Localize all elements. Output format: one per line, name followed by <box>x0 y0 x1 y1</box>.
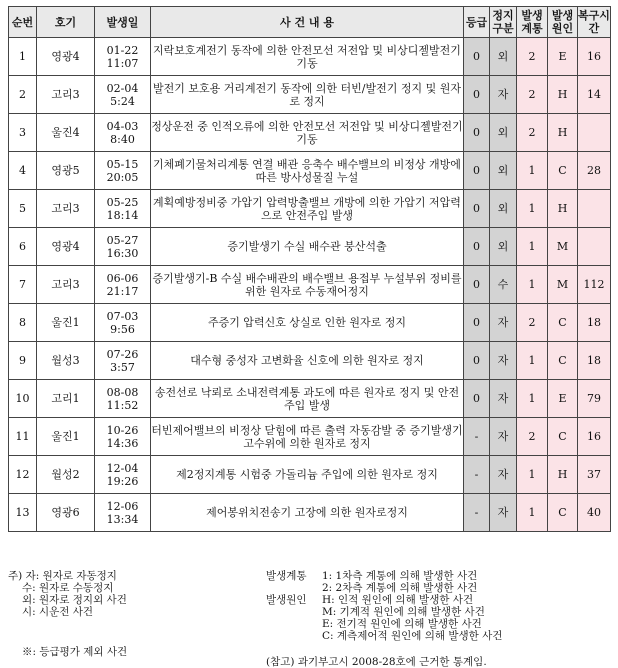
cell-grade: 0 <box>464 380 490 418</box>
cell-stop: 자 <box>490 418 517 456</box>
event-date: 07-03 <box>106 309 139 323</box>
cell-date <box>95 76 151 114</box>
cell-cause: M <box>548 228 578 266</box>
cell-grade: 0 <box>464 76 490 114</box>
cell-system: 2 <box>517 38 548 76</box>
cell-recovery <box>578 228 611 266</box>
event-date: 07-26 <box>106 347 139 361</box>
cell-system: 2 <box>517 418 548 456</box>
event-date: 05-27 <box>106 233 139 247</box>
table-row <box>9 38 611 76</box>
system-legend-label: 발생계통 <box>266 570 307 582</box>
cell-system: 1 <box>517 228 548 266</box>
cell-desc: 터빈제어밸브의 비정상 닫힘에 따른 출력 자동감발 중 증기발생기 고수위에 의한 원자로 정지 <box>151 418 464 456</box>
event-time: 9:56 <box>110 322 135 336</box>
note-manual-stop: 수: 원자로 수동정지 <box>22 582 114 594</box>
table-row <box>9 228 611 266</box>
cell-date <box>95 114 151 152</box>
cell-cause: C <box>548 152 578 190</box>
cell-date <box>95 38 151 76</box>
cell-date <box>95 494 151 532</box>
events-table <box>8 6 611 532</box>
cell-no: 5 <box>9 190 37 228</box>
cell-unit: 영광4 <box>37 38 95 76</box>
cell-system: 1 <box>517 266 548 304</box>
cause-legend-item: H: 인적 원인에 의해 발생한 사건 <box>322 594 474 606</box>
cell-no: 2 <box>9 76 37 114</box>
cell-cause: H <box>548 456 578 494</box>
header-cause: 발생원인 <box>548 7 578 38</box>
footnotes-left <box>8 570 238 658</box>
cell-recovery: 79 <box>578 380 611 418</box>
cell-unit: 영광6 <box>37 494 95 532</box>
event-time: 14:36 <box>106 436 139 450</box>
cell-desc: 송전선로 낙뢰로 소내전력계통 과도에 따른 원자로 정지 및 안전주입 발생 <box>151 380 464 418</box>
header-unit: 호기 <box>37 7 95 38</box>
cell-recovery: 40 <box>578 494 611 532</box>
event-time: 5:24 <box>110 94 135 108</box>
cell-system: 2 <box>517 304 548 342</box>
cell-recovery: 16 <box>578 38 611 76</box>
cell-unit: 고리3 <box>37 76 95 114</box>
cell-recovery <box>578 114 611 152</box>
cell-stop: 수 <box>490 266 517 304</box>
cell-system: 1 <box>517 456 548 494</box>
table-row <box>9 418 611 456</box>
cell-recovery: 18 <box>578 304 611 342</box>
cell-grade: 0 <box>464 266 490 304</box>
cell-desc: 정상운전 중 인적오류에 의한 안전모선 저전압 및 비상디젤발전기 기동 <box>151 114 464 152</box>
event-date: 01-22 <box>106 43 139 57</box>
cell-no: 7 <box>9 266 37 304</box>
cell-unit: 영광4 <box>37 228 95 266</box>
header-grade: 등급 <box>464 7 490 38</box>
table-row <box>9 76 611 114</box>
cell-desc: 지락보호계전기 동작에 의한 안전모선 저전압 및 비상디젤발전기 기동 <box>151 38 464 76</box>
cell-unit: 영광5 <box>37 152 95 190</box>
cell-desc: 기체폐기물처리계통 연결 배관 응축수 배수밸브의 비정상 개방에 따른 방사성물질 누설 <box>151 152 464 190</box>
cell-stop: 외 <box>490 114 517 152</box>
table-row <box>9 494 611 532</box>
table-row <box>9 152 611 190</box>
event-time: 16:30 <box>106 246 139 260</box>
cell-unit: 울진1 <box>37 418 95 456</box>
cell-no: 10 <box>9 380 37 418</box>
cell-grade: 0 <box>464 342 490 380</box>
cell-unit: 월성2 <box>37 456 95 494</box>
table-row <box>9 114 611 152</box>
cell-date <box>95 456 151 494</box>
cell-date <box>95 228 151 266</box>
footnotes-right <box>266 570 610 668</box>
cause-legend-item: M: 기계적 원인에 의해 발생한 사건 <box>322 606 485 618</box>
cell-unit: 울진4 <box>37 114 95 152</box>
event-time: 8:40 <box>110 132 135 146</box>
cell-recovery: 112 <box>578 266 611 304</box>
cell-unit: 고리3 <box>37 266 95 304</box>
header-desc: 사 건 내 용 <box>151 7 464 38</box>
event-date: 08-08 <box>106 385 139 399</box>
cell-cause: C <box>548 418 578 456</box>
cell-cause: H <box>548 114 578 152</box>
reference-note: (참고) 과기부고시 2008-28호에 근거한 통계임. <box>266 656 487 668</box>
system-legend-item: 2: 2차측 계통에 의해 발생한 사건 <box>322 582 478 594</box>
cell-stop: 자 <box>490 76 517 114</box>
table-row <box>9 380 611 418</box>
cell-no: 11 <box>9 418 37 456</box>
table-row <box>9 190 611 228</box>
cell-system: 1 <box>517 494 548 532</box>
cell-stop: 자 <box>490 304 517 342</box>
cell-no: 1 <box>9 38 37 76</box>
cell-desc: 제2정지계통 시험중 가돌리늄 주입에 의한 원자로 정지 <box>151 456 464 494</box>
table-row <box>9 342 611 380</box>
cell-cause: C <box>548 494 578 532</box>
header-date: 발생일 <box>95 7 151 38</box>
event-date: 10-26 <box>106 423 139 437</box>
event-time: 19:26 <box>106 474 139 488</box>
cell-desc: 주증기 압력신호 상실로 인한 원자로 정지 <box>151 304 464 342</box>
header-system: 발생계통 <box>517 7 548 38</box>
events-table-container <box>8 6 610 532</box>
cell-date <box>95 190 151 228</box>
cell-no: 3 <box>9 114 37 152</box>
cell-recovery: 14 <box>578 76 611 114</box>
cell-no: 8 <box>9 304 37 342</box>
cell-cause: E <box>548 38 578 76</box>
cell-no: 13 <box>9 494 37 532</box>
cell-date <box>95 418 151 456</box>
cell-unit: 고리1 <box>37 380 95 418</box>
cell-desc: 증기발생기-B 수실 배수배관의 배수밸브 용접부 누설부위 정비를 위한 원자로 수동재어정지 <box>151 266 464 304</box>
cell-system: 2 <box>517 114 548 152</box>
event-time: 18:14 <box>106 208 139 222</box>
cell-recovery: 37 <box>578 456 611 494</box>
cell-recovery <box>578 190 611 228</box>
event-time: 11:07 <box>106 56 139 70</box>
cell-grade: 0 <box>464 304 490 342</box>
cell-grade: 0 <box>464 38 490 76</box>
cell-recovery: 16 <box>578 418 611 456</box>
cell-no: 6 <box>9 228 37 266</box>
cell-grade: - <box>464 418 490 456</box>
cell-cause: E <box>548 380 578 418</box>
event-date: 12-06 <box>106 499 139 513</box>
cell-stop: 자 <box>490 380 517 418</box>
event-time: 21:17 <box>106 284 139 298</box>
event-date: 05-15 <box>106 157 139 171</box>
cell-grade: 0 <box>464 190 490 228</box>
event-time: 11:52 <box>106 398 139 412</box>
header-no: 순번 <box>9 7 37 38</box>
cell-system: 1 <box>517 190 548 228</box>
cell-date <box>95 342 151 380</box>
cause-legend-label: 발생원인 <box>266 594 307 606</box>
cell-recovery: 18 <box>578 342 611 380</box>
cell-grade: 0 <box>464 228 490 266</box>
cell-system: 2 <box>517 76 548 114</box>
cell-desc: 발전기 보호용 거리계전기 동작에 의한 터빈/발전기 정지 및 원자로 정지 <box>151 76 464 114</box>
note-trial-run: 시: 시운전 사건 <box>22 606 94 618</box>
cell-stop: 자 <box>490 494 517 532</box>
cell-stop: 외 <box>490 228 517 266</box>
cell-cause: M <box>548 266 578 304</box>
cell-stop: 자 <box>490 342 517 380</box>
cell-system: 1 <box>517 380 548 418</box>
cell-stop: 외 <box>490 38 517 76</box>
cell-date <box>95 304 151 342</box>
cell-stop: 외 <box>490 190 517 228</box>
note-auto-stop: 주) 자: 원자로 자동정지 <box>8 570 117 582</box>
cell-cause: C <box>548 342 578 380</box>
event-time: 13:34 <box>106 512 139 526</box>
event-time: 3:57 <box>110 360 135 374</box>
table-row <box>9 456 611 494</box>
cell-unit: 울진1 <box>37 304 95 342</box>
cell-unit: 월성3 <box>37 342 95 380</box>
cell-stop: 외 <box>490 152 517 190</box>
table-row <box>9 266 611 304</box>
cause-legend-item: C: 계측제어적 원인에 의해 발생한 사건 <box>322 630 503 642</box>
cell-no: 12 <box>9 456 37 494</box>
cell-cause: H <box>548 76 578 114</box>
cell-system: 1 <box>517 342 548 380</box>
cell-no: 9 <box>9 342 37 380</box>
cell-cause: C <box>548 304 578 342</box>
event-time: 20:05 <box>106 170 139 184</box>
header-recovery: 복구시간 <box>578 7 611 38</box>
cell-date <box>95 380 151 418</box>
event-date: 02-04 <box>106 81 139 95</box>
event-date: 12-04 <box>106 461 139 475</box>
cell-desc: 제어봉위치전송기 고장에 의한 원자로정지 <box>151 494 464 532</box>
cell-system: 1 <box>517 152 548 190</box>
cell-grade: 0 <box>464 152 490 190</box>
cause-legend-item: E: 전기적 원인에 의해 발생한 사건 <box>322 618 482 630</box>
cell-unit: 고리3 <box>37 190 95 228</box>
cell-grade: - <box>464 456 490 494</box>
table-header-row <box>9 7 611 38</box>
cell-stop: 자 <box>490 456 517 494</box>
cell-desc: 대수형 중성자 고변화율 신호에 의한 원자로 정지 <box>151 342 464 380</box>
note-non-stop: 외: 원자로 정지외 사건 <box>22 594 127 606</box>
cell-no: 4 <box>9 152 37 190</box>
cell-date <box>95 266 151 304</box>
table-body <box>9 38 611 532</box>
cell-desc: 계획예방정비중 가압기 압력방출밸브 개방에 의한 가압기 저압력으로 안전주입 발생 <box>151 190 464 228</box>
event-date: 05-25 <box>106 195 139 209</box>
table-row <box>9 304 611 342</box>
cell-desc: 증기발생기 수실 배수관 붕산석출 <box>151 228 464 266</box>
event-date: 06-06 <box>106 271 139 285</box>
system-legend-item: 1: 1차측 계통에 의해 발생한 사건 <box>322 570 478 582</box>
cell-date <box>95 152 151 190</box>
event-date: 04-03 <box>106 119 139 133</box>
cell-grade: 0 <box>464 114 490 152</box>
cell-grade: - <box>464 494 490 532</box>
note-excluded: ※: 등급평가 제외 사건 <box>22 646 128 658</box>
header-stop: 정지구분 <box>490 7 517 38</box>
cell-recovery: 28 <box>578 152 611 190</box>
cell-cause: H <box>548 190 578 228</box>
